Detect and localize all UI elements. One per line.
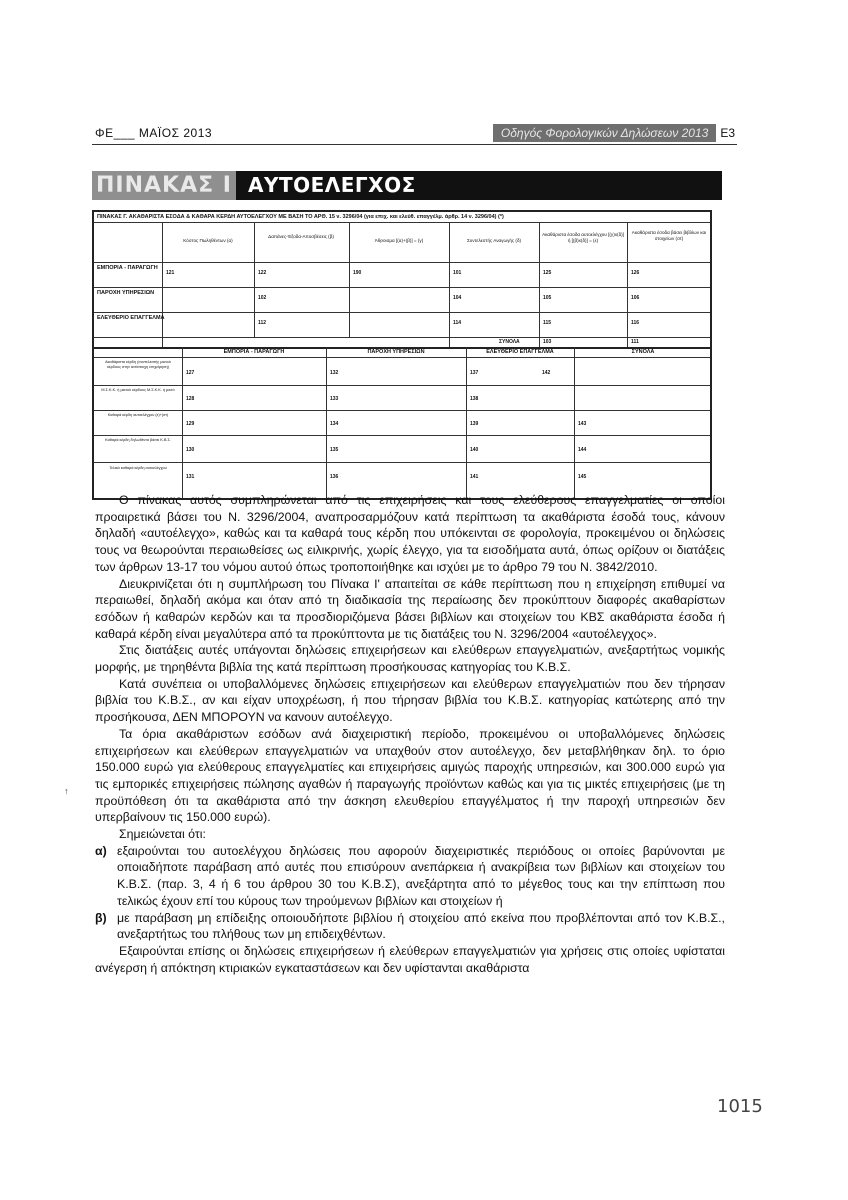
lower-row-label: Καθαρά κέρδη αυτοελέγχου (ε)+(στ): [107, 413, 169, 417]
rule: [254, 222, 255, 337]
rule: [466, 347, 467, 498]
field-code: 102: [258, 295, 267, 301]
guide-band: Οδηγός Φορολογικών Δηλώσεων 2013: [493, 124, 716, 142]
rule: [539, 222, 540, 347]
field-code: 104: [453, 295, 462, 301]
row-label: ΠΑΡΟΧΗ ΥΠΗΡΕΣΙΩΝ: [97, 290, 155, 296]
lower-row-label: Ακαθάριστα κέρδη (συντελεστής μικτού κέρδους στην αντίστοιχη επιχείρηση): [105, 360, 171, 369]
rule: [182, 347, 183, 498]
lower-head: ΕΜΠΟΡΙΑ - ΠΑΡΑΓΩΓΗ: [223, 349, 285, 355]
paragraph: Διευκρινίζεται ότι η συμπλήρωση του Πίνακα Ι' απαιτείται σε κάθε περίπτωση που η επιχείρηση επιθυμεί να περαιωθεί, δηλαδή ακόμα και όταν από τη διαδικασία της περαίωσης δεν προκύπτουν διαφορές ακαθαρίστων εσόδων ή καθαρών κερδών και τα προσδιοριζόμενα βάσει βιβλίων και στοιχείων του ΚΒΣ ακαθάριστα έσοδα ή καθαρά κέρδη είναι μεγαλύτερα από τα προκύπτοντα με τις διατάξεις του Ν. 3296/2004 «αυτοέλεγχος».: [95, 576, 725, 641]
paragraph: Κατά συνέπεια οι υποβαλλόμενες δηλώσεις επιχειρήσεων και ελεύθερων επαγγελματιών που δεν τήρησαν βιβλία του Κ.Β.Σ., αν και είχαν υποχρέωση, ή που τήρησαν βιβλία του Κ.Β.Σ. κατηγορίας κατώτερης από την προσήκουσα, ΔΕΝ ΜΠΟΡΟΥΝ να κανουν αυτοέλεγχο.: [95, 676, 725, 725]
rule: [94, 435, 710, 436]
list-text: με παράβαση μη επίδειξης οποιουδήποτε βιβλίου ή στοιχείου από εκείνα που προβλέπονται από τον Κ.Β.Σ., ανεξαρτήτως του πλήθους των μη επιδειχθέντων.: [117, 910, 725, 942]
field-code: 106: [631, 295, 640, 301]
field-code: 115: [543, 320, 552, 326]
paragraph: Σημειώνεται ότι:: [119, 827, 206, 842]
lower-head: ΕΛΕΥΘΕΡΙΟ ΕΠΑΓΓΕΛΜΑ: [486, 349, 554, 355]
field-code: 134: [330, 421, 339, 427]
totals-label: ΣΥΝΟΛΑ: [499, 339, 520, 345]
field-code: 143: [578, 421, 587, 427]
field-code: 138: [470, 396, 479, 402]
field-code: 141: [470, 474, 479, 480]
field-code: 137: [470, 370, 479, 376]
field-code: 190: [353, 270, 362, 276]
lower-row-label: Μ.Σ.Κ.Κ. ή μικτού κέρδους Μ.Σ.Κ.Κ. ή μικτό: [101, 388, 175, 392]
rule: [94, 312, 710, 313]
lower-row-label: Τελικά καθαρά κέρδη αυτοελέγχου: [109, 466, 167, 470]
page-header: [95, 124, 735, 142]
rule: [94, 287, 710, 288]
lower-head: ΠΑΡΟΧΗ ΥΠΗΡΕΣΙΩΝ: [367, 349, 425, 355]
field-code: 140: [470, 447, 479, 453]
rule: [326, 347, 327, 498]
field-code: 114: [453, 320, 462, 326]
rule: [94, 262, 710, 263]
field-code: 127: [186, 370, 195, 376]
col-head: Ακαθάριστα έσοδα βάσει βιβλίων και στοιχείων (στ): [631, 230, 707, 241]
field-code: 136: [330, 474, 339, 480]
col-head: Άθροισμα [(α)+(β)] = (γ): [374, 238, 424, 243]
paragraph: Στις διατάξεις αυτές υπάγονται δηλώσεις επιχειρήσεων και ελεύθερων επαγγελματιών, ανεξαρτήτως νομικής μορφής, με τηρηθέντα βιβλία της κατά περίπτωση προσήκουσας κατηγορίας του Κ.Β.Σ.: [95, 643, 725, 675]
field-code: 105: [543, 295, 552, 301]
margin-mark: ↑: [64, 786, 69, 796]
guide-title: [493, 124, 735, 142]
self-audit-form-table: [92, 210, 712, 500]
field-code: 103: [543, 339, 552, 345]
field-code: 129: [186, 421, 195, 427]
rule: [94, 222, 710, 223]
issue-date: ΦΕ___ ΜΑΪΟΣ 2013: [95, 126, 213, 140]
header-rule: [92, 144, 737, 145]
list-marker: α): [95, 843, 107, 858]
rule: [94, 385, 710, 386]
col-head: Ακαθάριστα έσοδα αυτοελέγχου [(γ)x(δ)] ή [(β)x(δ)] = (ε): [542, 232, 624, 243]
field-code: 126: [631, 270, 640, 276]
section-title: ΑΥΤΟΕΛΕΓΧΟΣ: [248, 173, 416, 197]
rule: [349, 222, 350, 337]
field-code: 144: [578, 447, 587, 453]
field-code: 101: [453, 270, 462, 276]
field-code: 122: [258, 270, 267, 276]
rule: [94, 357, 710, 358]
lower-head: ΣΥΝΟΛΑ: [631, 349, 655, 355]
paragraph: Τα όρια ακαθάριστων εσόδων ανά διαχειριστική περίοδο, προκειμένου οι υποβαλλόμενες δηλώσεις επιχειρήσεων και ελεύθερων επαγγελματιών να υπαχθούν στον αυτοέλεγχο, δεν μεταβλήθηκαν δηλ. το όριο 150.000 ευρώ για ελεύθερους επαγγελματίες και επιχειρήσεις αμιγώς παροχής υπηρεσιών, και 300.000 ευρώ για τις εμπορικές επιχειρήσεις πώλησης αγαθών ή παραγωγής προϊόντων καθώς και για τις μικτές επιχειρήσεις (με τη προϋπόθεση ότι τα ακαθάριστα από την άσκηση ελευθερίου επαγγέλματος ή την παροχή υπηρεσιών δεν υπερβαίνουν τις 150.000 ευρώ).: [95, 726, 725, 825]
field-code: 133: [330, 396, 339, 402]
list-marker: β): [95, 910, 107, 925]
field-code: 130: [186, 447, 195, 453]
field-code: 125: [543, 270, 552, 276]
page-number: 1015: [717, 1096, 763, 1117]
field-code: 128: [186, 396, 195, 402]
field-code: 145: [578, 474, 587, 480]
col-head: Κόστος Πωληθέντων (α): [183, 238, 233, 243]
field-code: 142: [542, 370, 551, 376]
list-item: [95, 910, 725, 943]
row-label: ΕΜΠΟΡΙΑ - ΠΑΡΑΓΩΓΗ: [97, 265, 158, 271]
field-code: 131: [186, 474, 195, 480]
section-title-bar: [92, 171, 722, 200]
rule: [574, 347, 575, 498]
field-code: 132: [330, 370, 339, 376]
rule: [162, 222, 163, 347]
field-code: 139: [470, 421, 479, 427]
rule: [94, 410, 710, 411]
rule: [94, 462, 710, 463]
list-item: [95, 843, 725, 910]
list-text: εξαιρούνται του αυτοελέγχου δηλώσεις που αφορούν διαχειριστικές περιόδους οι οποίες βαρύνονται με οποιαδήποτε παράβαση από αυτές που επισύρουν ανεπάρκεια ή ανακρίβεια των βιβλίων και στοιχείων του Κ.Β.Σ. (παρ. 3, 4 ή 6 του άρθρου 30 του Κ.Β.Σ), ανεξάρτητα από το μέγεθος τους και την επίπτωση που τελικώς έχουν επί του κύρους των τηρούμενων βιβλίων και στοιχείων ή: [117, 843, 725, 908]
col-head: Δαπάνες-Έξοδα-Αποσβέσεις (β): [268, 234, 334, 239]
section-code: Ε3: [720, 126, 735, 140]
rule: [627, 222, 628, 347]
field-code: 121: [166, 270, 175, 276]
rule: [94, 337, 710, 338]
table-number: ΠΙΝΑΚΑΣ Ι: [92, 171, 236, 200]
lower-row-label: Καθαρά κέρδη δηλωθέντα βάσει Κ.Β.Σ.: [105, 438, 171, 442]
col-head: Συντελεστής Αναγωγής (δ): [466, 238, 522, 243]
field-code: 111: [631, 339, 639, 345]
rule: [449, 222, 450, 347]
paragraph: Ο πίνακας αυτός συμπληρώνεται από τις επιχειρήσεις και τους ελεύθερους επαγγελματίες οι οποίοι προαιρετικά βάσει του Ν. 3296/2004, αναπροσαρμόζουν κατά περίπτωση τα ακαθάριστα έσοδά τους, κάνουν δηλαδή «αυτοέλεγχο», καθώς και τα καθαρά τους κέρδη που υπόκεινται σε φορολογία, προκειμένου οι δηλώσεις τους να θεωρούνται περαιωθείσες ως ειλικρινής, χωρίς έλεγχο, για τα εισοδήματα αυτά, όπως ορίζουν οι διατάξεις των άρθρων 13-17 του νόμου αυτού όπως τροποποιήθηκε και ισχύει με το άρθρο 79 του Ν. 3842/2010.: [95, 493, 725, 574]
field-code: 135: [330, 447, 339, 453]
row-label: ΕΛΕΥΘΕΡΙΟ ΕΠΑΓΓΕΛΜΑ: [97, 315, 165, 321]
body-text: [95, 492, 725, 976]
table-caption: ΠΙΝΑΚΑΣ Γ. ΑΚΑΘΑΡΙΣΤΑ ΕΣΟΔΑ & ΚΑΘΑΡΑ ΚΕΡΔΗ ΑΥΤΟΕΛΕΓΧΟΥ ΜΕ ΒΑΣΗ ΤΟ ΑΡΘ. 15 ν. 3296/04 (για επιχ. και ελεύθ. επαγγέλμ. άρθρ. 14 ν. 3296/04) (*): [97, 214, 504, 220]
field-code: 112: [258, 320, 267, 326]
field-code: 116: [631, 320, 640, 326]
paragraph: Εξαιρούνται επίσης οι δηλώσεις επιχειρήσεων ή ελεύθερων επαγγελματιών για χρήσεις στις οποίες υφίσταται ανέγερση ή απόκτηση κτιριακών εγκαταστάσεων και δεν υφίστανται ακαθάριστα: [95, 943, 725, 975]
